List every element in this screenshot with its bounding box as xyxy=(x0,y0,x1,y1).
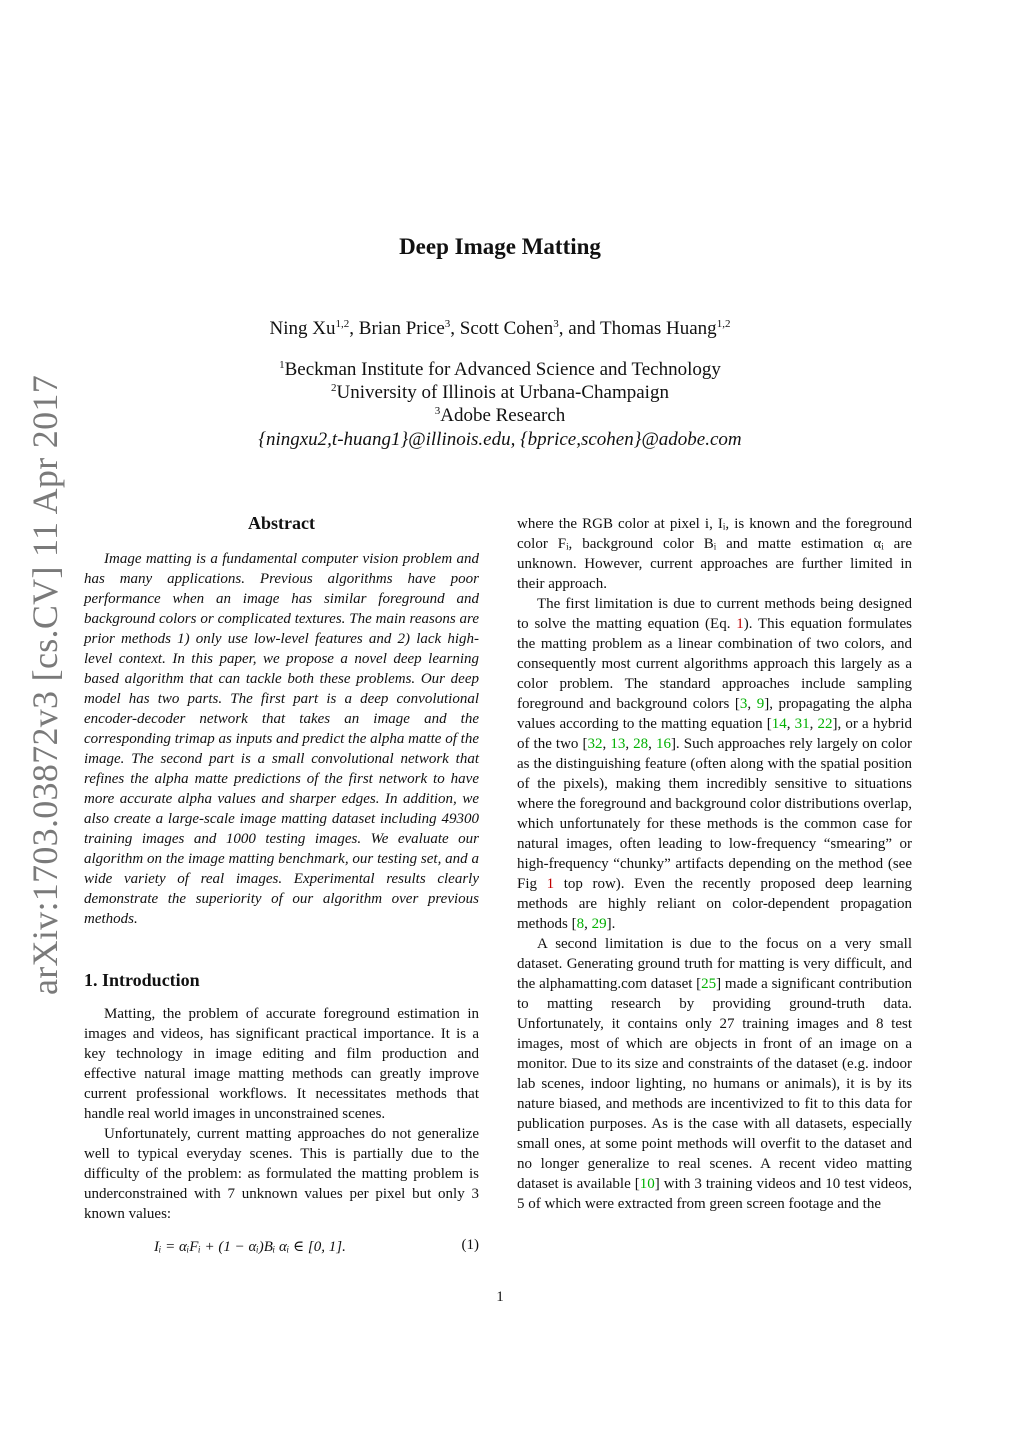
page-number: 1 xyxy=(496,1289,504,1305)
matting-equation xyxy=(84,1237,479,1257)
equation-reference-link[interactable]: 1 xyxy=(736,616,744,632)
citation-link[interactable]: 13 xyxy=(610,736,626,752)
citation-link[interactable]: 32 xyxy=(587,736,603,752)
arxiv-identifier-stamp xyxy=(18,374,72,996)
intro-paragraph-1: Matting, the problem of accurate foreground estimation in images and videos, has significant practical importance. It is a key technology in image editing and film production and effective natural image matting methods can greatly improve current professional workflows. It necessitates methods that handle real world images in unconstrained scenes. xyxy=(84,1006,479,1122)
citation-link[interactable]: 3 xyxy=(739,696,748,712)
right-column xyxy=(517,514,912,1214)
right-paragraph-3: A second limitation is due to the focus on a very small dataset. Generating ground truth for matting is very difficult, and the alphamatting.com dataset [25] made a significant contribution to matting research by providing ground-truth data. Unfortunately, it contains only 27 training images and 8 test images, most of which are objects in front of an image on a monitor. Due to its size and constraints of the dataset (e.g. indoor lab scenes, indoor lighting, no humans or animals), it is by its nature biased, and methods are incentivized to fit to this data for publication purposes. As is the case with all datasets, especially small ones, at some point methods will overfit to the dataset and no longer generalize to real scenes. A recent video matting dataset is available [10] with 3 training videos and 10 test videos, 5 of which were extracted from green screen footage and the xyxy=(517,936,912,1212)
equation-number: (1) xyxy=(461,1237,479,1253)
affiliation-2: $^2$University of Illinois at Urbana-Champaign xyxy=(331,382,669,403)
paper-title: Deep Image Matting xyxy=(399,234,601,259)
citation-link[interactable]: 31 xyxy=(794,716,810,732)
citation-link[interactable]: 16 xyxy=(655,736,671,752)
author-list: Ning Xu$^{1,2}$, Brian Price$^3$, Scott Cohen$^3$, and Thomas Huang$^{1,2}$ xyxy=(269,318,731,339)
section-heading-introduction: 1. Introduction xyxy=(84,970,200,990)
figure-reference-link[interactable]: 1 xyxy=(546,876,555,892)
citation-link[interactable]: 8 xyxy=(576,916,585,932)
intro-paragraph-2: Unfortunately, current matting approaches do not generalize well to typical everyday scenes. This is partially due to the difficulty of the problem: as formulated the matting problem is underconstrained with 7 unknown values per pixel but only 3 known values: xyxy=(84,1126,479,1222)
citation-link[interactable]: 14 xyxy=(771,716,787,732)
abstract-heading: Abstract xyxy=(248,513,315,533)
right-paragraph-2: The first limitation is due to current methods being designed to solve the matting equation (Eq. 1). This equation formulates the matting problem as a linear combination of two colors, and consequently most current algorithms approach this largely as a color problem. The standard approaches include sampling foreground and background colors [3, 9], propagating the alpha values according to the matting equation [14, 31, 22], or a hybrid of the two [32, 13, 28, 16]. Such approaches rely largely on color as the distinguishing feature (often along with the spatial position of the pixels), making them incredibly sensitive to situations where the foreground and background color distributions overlap, which unfortunately for these methods is the common case for natural images, often leading to low-frequency “smearing” or high-frequency “chunky” artifacts depending on the method (see Fig 1 top row). Even the recently proposed deep learning methods are highly reliant on color-dependent propagation methods [8, 29]. xyxy=(517,596,913,932)
introduction-left-column xyxy=(84,1004,479,1224)
citation-link[interactable]: 29 xyxy=(591,916,607,932)
arxiv-id-text: arXiv:1703.03872v3 [cs.CV] 11 Apr 2017 xyxy=(25,374,66,996)
equation-body: Iᵢ = αᵢFᵢ + (1 − αᵢ)Bᵢ αᵢ ∈ [0, 1]. xyxy=(154,1239,346,1255)
affiliation-1: $^1$Beckman Institute for Advanced Science and Technology xyxy=(279,359,721,380)
affiliation-3: $^3$Adobe Research xyxy=(434,405,566,426)
citation-link[interactable]: 22 xyxy=(817,716,833,732)
citation-link[interactable]: 10 xyxy=(639,1176,655,1192)
abstract-body xyxy=(84,549,479,929)
author-emails: {ningxu2,t-huang1}@illinois.edu, {bprice,scohen}@adobe.com xyxy=(258,429,742,450)
citation-link[interactable]: 25 xyxy=(701,976,717,992)
citation-link[interactable]: 9 xyxy=(756,696,765,712)
citation-link[interactable]: 28 xyxy=(633,736,649,752)
right-paragraph-1: where the RGB color at pixel i, Iᵢ, is known and the foreground color Fᵢ, background color Bᵢ and matte estimation αᵢ are unknown. However, current approaches are further limited in their approach. xyxy=(517,516,912,592)
abstract-text: Image matting is a fundamental computer vision problem and has many applications. Previous algorithms have poor performance when an image has similar foreground and background colors or complicated textures. The main reasons are prior methods 1) only use low-level features and 2) lack high-level context. In this paper, we propose a novel deep learning based algorithm that can tackle both these problems. Our deep model has two parts. The first part is a deep convolutional encoder-decoder network that takes an image and the corresponding trimap as inputs and predict the alpha matte of the image. The second part is a small convolutional network that refines the alpha matte predictions of the first network to have more accurate alpha values and sharper edges. In addition, we also create a large-scale image matting dataset including 49300 training images and 1000 testing images. We evaluate our algorithm on the image matting benchmark, our testing set, and a wide variety of real images. Experimental results clearly demonstrate the superiority of our algorithm over previous methods. xyxy=(84,551,479,927)
